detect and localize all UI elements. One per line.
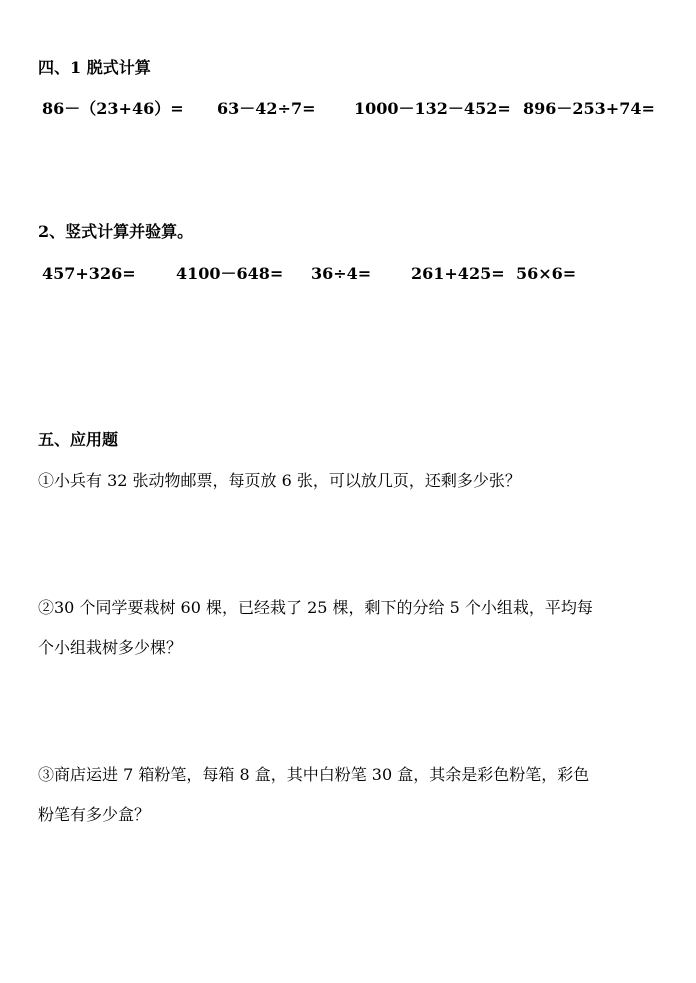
expression: 63－42÷7= xyxy=(217,99,316,118)
expression: 56×6= xyxy=(516,264,577,283)
expression: 896－253+74= xyxy=(523,99,655,118)
word-problem-1: ①小兵有 32 张动物邮票，每页放 6 张，可以放几页，还剩多少张？ xyxy=(38,471,521,490)
word-problem-2-line1: ②30 个同学要栽树 60 棵，已经栽了 25 棵，剩下的分给 5 个小组栽，平均每 xyxy=(38,598,593,617)
word-problem-3-line2: 粉笔有多少盒？ xyxy=(38,805,151,824)
word-problem-2-line2: 个小组栽树多少棵？ xyxy=(38,638,183,657)
expression: 1000－132－452= xyxy=(354,99,511,118)
expression: 457+326= xyxy=(42,264,136,283)
section4-heading: 四、1 脱式计算 xyxy=(38,58,151,77)
expression: 86－（23+46）= xyxy=(42,99,184,118)
word-problem-3-line1: ③商店运进 7 箱粉笔，每箱 8 盒，其中白粉笔 30 盒，其余是彩色粉笔，彩色 xyxy=(38,765,590,784)
expression: 4100－648= xyxy=(176,264,284,283)
section5-heading: 五、应用题 xyxy=(38,430,119,449)
vertical-calc-heading: 2、竖式计算并验算。 xyxy=(38,222,194,241)
expression: 36÷4= xyxy=(311,264,372,283)
expression: 261+425= xyxy=(411,264,505,283)
